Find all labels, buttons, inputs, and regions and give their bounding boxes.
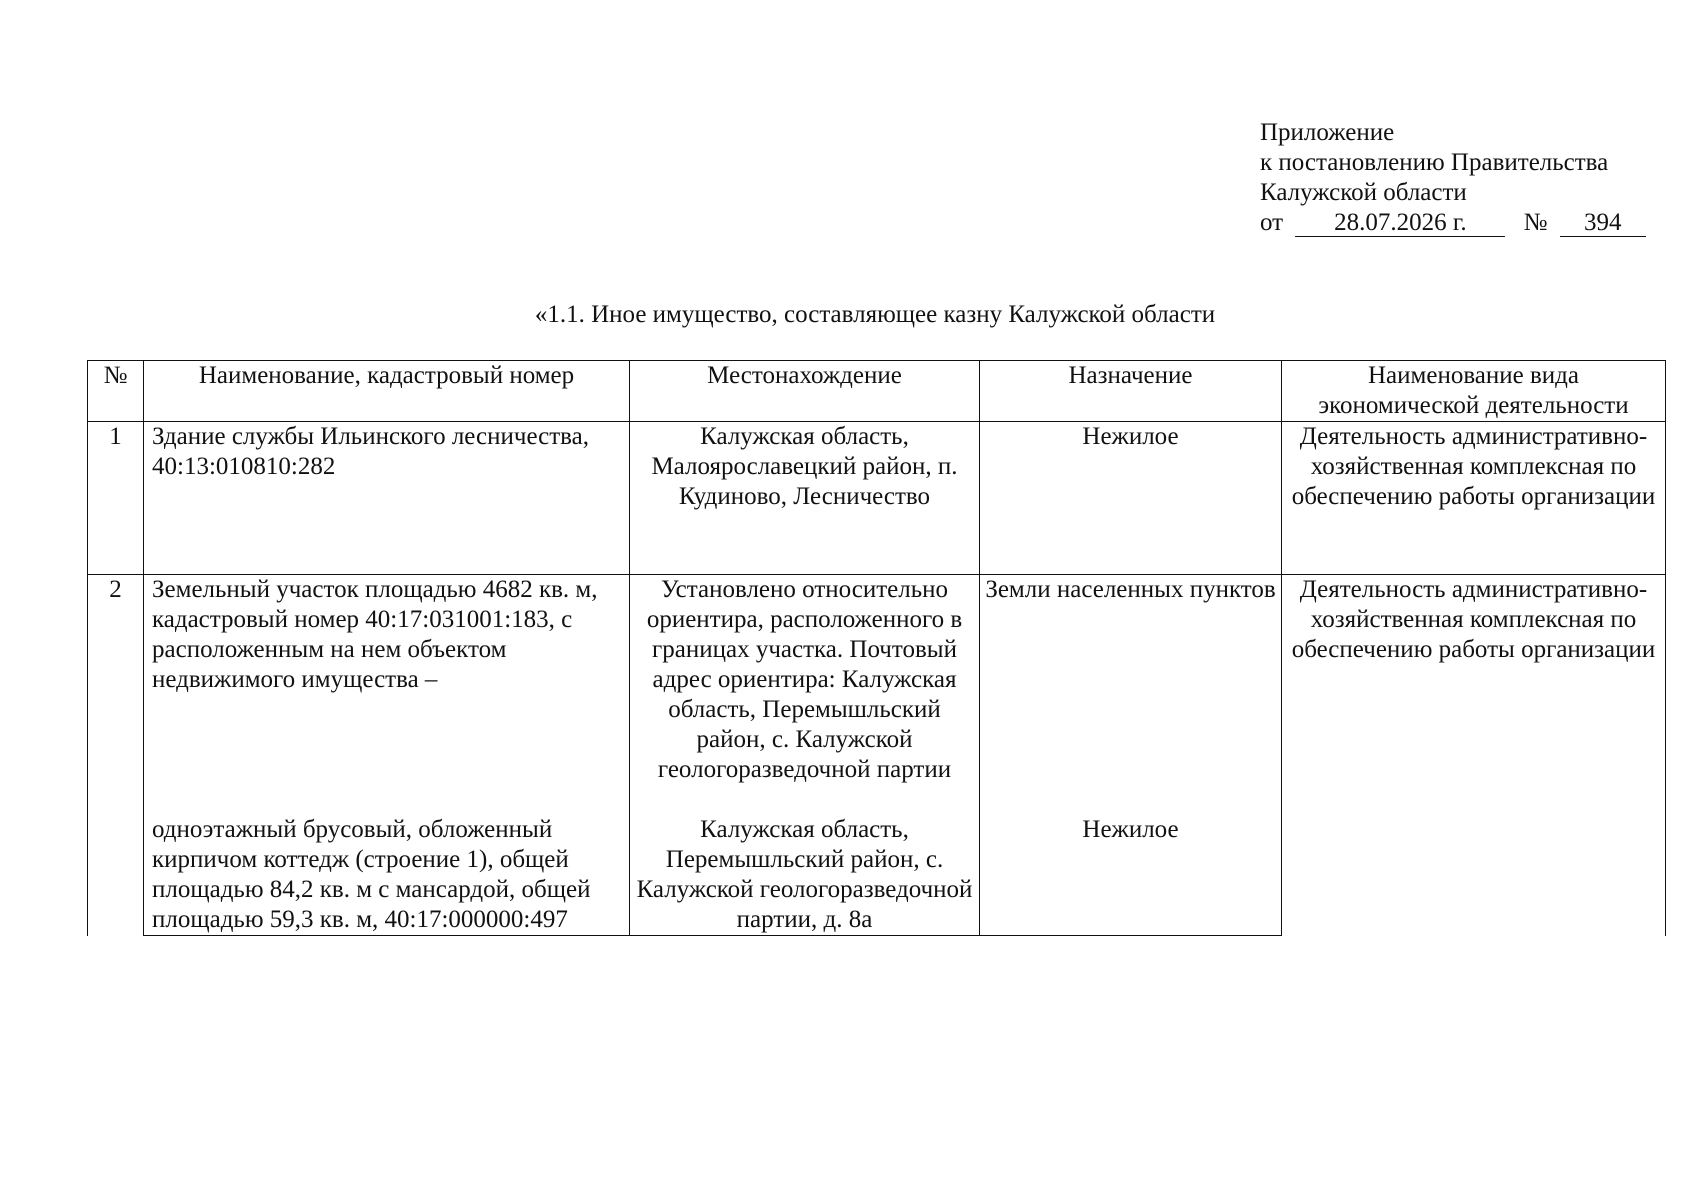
resolution-date: 28.07.2026 г. <box>1295 210 1505 237</box>
row-activity: Деятельность административно-хозяйственная комплексная по обеспечению работы организации <box>1282 422 1666 575</box>
row-number: 1 <box>88 422 144 575</box>
header-location: Местонахождение <box>630 361 980 422</box>
resolution-number: 394 <box>1560 210 1646 237</box>
header-no: № <box>88 361 144 422</box>
header-activity: Наименование вида экономической деятельности <box>1282 361 1666 422</box>
number-sign: № <box>1523 209 1548 236</box>
from-label: от <box>1260 209 1284 236</box>
header-purpose: Назначение <box>980 361 1282 422</box>
appendix-region-line: Калужской области <box>1260 179 1467 206</box>
row-purpose: Земли населенных пунктов <box>980 575 1282 816</box>
row-activity: Деятельность административно-хозяйственная комплексная по обеспечению работы организации <box>1282 575 1666 936</box>
row-name: Земельный участок площадью 4682 кв. м, кадастровый номер 40:17:031001:183, с расположенным на нем объектом недвижимого имущества – <box>144 575 630 816</box>
row-name: Здание службы Ильинского лесничества, 40:13:010810:282 <box>144 422 630 575</box>
row-location: Калужская область, Малоярославецкий район, п. Кудиново, Лесничество <box>630 422 980 575</box>
appendix-resolution-line: к постановлению Правительства <box>1260 149 1609 176</box>
subrow-name: одноэтажный брусовый, обложенный кирпичом коттедж (строение 1), общей площадью 84,2 кв. м с мансардой, общей площадью 59,3 кв. м, 40:17:000000:497 <box>144 815 630 936</box>
subrow-location: Калужская область, Перемышльский район, с. Калужской геологоразведочной партии, д. 8а <box>630 815 980 936</box>
header-name: Наименование, кадастровый номер <box>144 361 630 422</box>
row-purpose: Нежилое <box>980 422 1282 575</box>
appendix-block <box>1260 118 1660 238</box>
row-number: 2 <box>88 575 144 936</box>
appendix-date-line <box>1260 208 1660 238</box>
table-row <box>88 575 1666 816</box>
row-location: Установлено относительно ориентира, расположенного в границах участка. Почтовый адрес ориентира: Калужская область, Перемышльский район, с. Калужской геологоразведочной партии <box>630 575 980 816</box>
table-header-row <box>88 361 1666 422</box>
subrow-purpose: Нежилое <box>980 815 1282 936</box>
section-heading: «1.1. Иное имущество, составляющее казну Калужской области <box>534 301 1216 328</box>
table-row <box>88 422 1666 575</box>
appendix-title: Приложение <box>1260 119 1395 146</box>
property-table <box>87 360 1666 936</box>
